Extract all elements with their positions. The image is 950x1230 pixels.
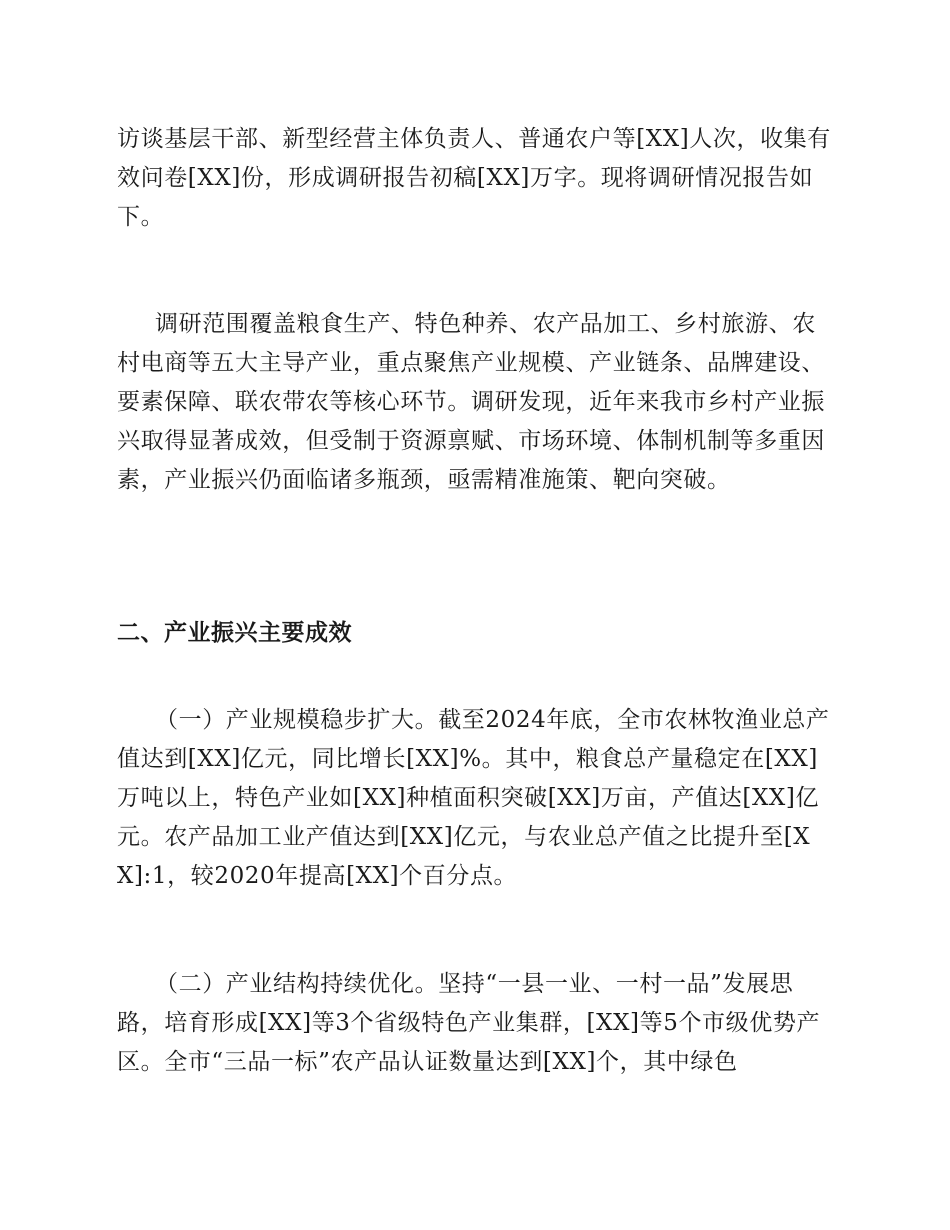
paragraph-industry-structure: （二）产业结构持续优化。坚持“一县一业、一村一品”发展思路，培育形成[XX]等3个省级特色产业集群，[XX]等5个市级优势产区。全市“三品一标”农产品认证数量达到[XX]个，其中绿色: [117, 971, 821, 1075]
paragraph-industry-scale: （一）产业规模稳步扩大。截至2024年底，全市农林牧渔业总产值达到[XX]亿元，同比增长[XX]%。其中，粮食总产量稳定在[XX]万吨以上，特色产业如[XX]种植面积突破[XX]万亩，产值达[XX]亿元。农产品加工业产值达到[XX]亿元，与农业总产值之比提升至[XX]:1，较2020年提高[XX]个百分点。: [117, 707, 830, 889]
section-heading: 二、产业振兴主要成效: [117, 620, 352, 646]
paragraph-interview-summary: 访谈基层干部、新型经营主体负责人、普通农户等[XX]人次，收集有效问卷[XX]份，形成调研报告初稿[XX]万字。现将调研情况报告如下。: [117, 126, 831, 230]
paragraph-research-scope: 调研范围覆盖粮食生产、特色种养、农产品加工、乡村旅游、农村电商等五大主导产业，重点聚焦产业规模、产业链条、品牌建设、要素保障、联农带农等核心环节。调研发现，近年来我市乡村产业振兴取得显著成效，但受制于资源禀赋、市场环境、体制机制等多重因素，产业振兴仍面临诸多瓶颈，亟需精准施策、靶向突破。: [117, 311, 825, 493]
